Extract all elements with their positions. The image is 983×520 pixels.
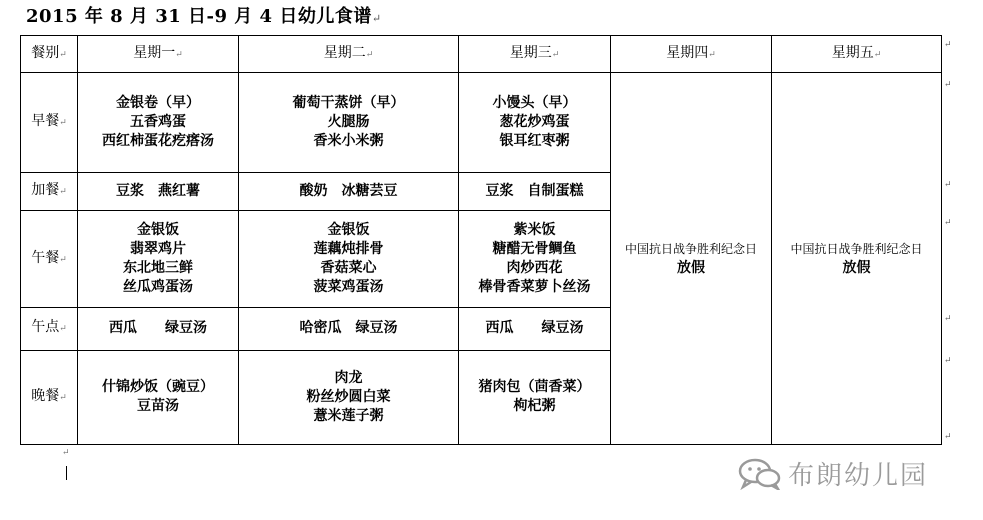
- wechat-icon: [738, 458, 782, 490]
- cell-tue: 肉龙 粉丝炒圆白菜 薏米莲子粥: [239, 350, 459, 444]
- cell-wed: 小馒头（早） 葱花炒鸡蛋 银耳红枣粥: [459, 73, 611, 173]
- meal-label: 午餐↵: [21, 211, 78, 307]
- cell-mon: 豆浆 燕红薯: [78, 173, 239, 211]
- cell-wed: 紫米饭 糖醋无骨鲷鱼 肉炒西花 棒骨香菜萝卜丝汤: [459, 211, 611, 307]
- meal-label: 早餐↵: [21, 73, 78, 173]
- cell-tue: 葡萄干蒸饼（早） 火腿肠 香米小米粥: [239, 73, 459, 173]
- header-fri: 星期五↵: [772, 36, 942, 73]
- row-end-mark: ↵: [944, 40, 952, 50]
- cell-mon: 金银卷（早） 五香鸡蛋 西红柿蛋花疙瘩汤: [78, 73, 239, 173]
- header-meal: 餐别↵: [21, 36, 78, 73]
- paragraph-mark: ↵: [371, 12, 382, 25]
- row-end-mark: ↵: [944, 180, 952, 190]
- header-row: [21, 36, 942, 73]
- page-title: [26, 2, 382, 28]
- cell-wed: 西瓜 绿豆汤: [459, 307, 611, 350]
- row-end-mark: ↵: [944, 356, 952, 366]
- cell-mon: 金银饭 翡翠鸡片 东北地三鲜 丝瓜鸡蛋汤: [78, 211, 239, 307]
- cell-wed: 豆浆 自制蛋糕: [459, 173, 611, 211]
- watermark: [738, 455, 928, 492]
- row-breakfast: [21, 73, 942, 173]
- header-tue: 星期二↵: [239, 36, 459, 73]
- menu-table: [20, 35, 942, 445]
- page-title-text: 2015 年 8 月 31 日-9 月 4 日幼儿食谱: [26, 6, 372, 27]
- cell-tue: 金银饭 莲藕炖排骨 香菇菜心 菠菜鸡蛋汤: [239, 211, 459, 307]
- header-thu: 星期四↵: [611, 36, 772, 73]
- row-end-mark: ↵: [944, 218, 952, 228]
- row-end-mark: ↵: [944, 314, 952, 324]
- header-wed: 星期三↵: [459, 36, 611, 73]
- cell-tue: 酸奶 冰糖芸豆: [239, 173, 459, 211]
- text-cursor: [66, 466, 67, 480]
- cell-mon: 西瓜 绿豆汤: [78, 307, 239, 350]
- header-mon: 星期一↵: [78, 36, 239, 73]
- cell-thu-holiday: 中国抗日战争胜利纪念日 放假: [611, 73, 772, 445]
- meal-label: 午点↵: [21, 307, 78, 350]
- meal-label: 晚餐↵: [21, 350, 78, 444]
- paragraph-mark: ↵: [62, 448, 70, 458]
- row-end-mark: ↵: [944, 432, 952, 442]
- cell-mon: 什锦炒饭（豌豆） 豆苗汤: [78, 350, 239, 444]
- cell-wed: 猪肉包（茴香菜） 枸杞粥: [459, 350, 611, 444]
- meal-label: 加餐↵: [21, 173, 78, 211]
- cell-fri-holiday: 中国抗日战争胜利纪念日 放假: [772, 73, 942, 445]
- row-end-mark: ↵: [944, 80, 952, 90]
- watermark-text: 布朗幼儿园: [788, 461, 929, 491]
- cell-tue: 哈密瓜 绿豆汤: [239, 307, 459, 350]
